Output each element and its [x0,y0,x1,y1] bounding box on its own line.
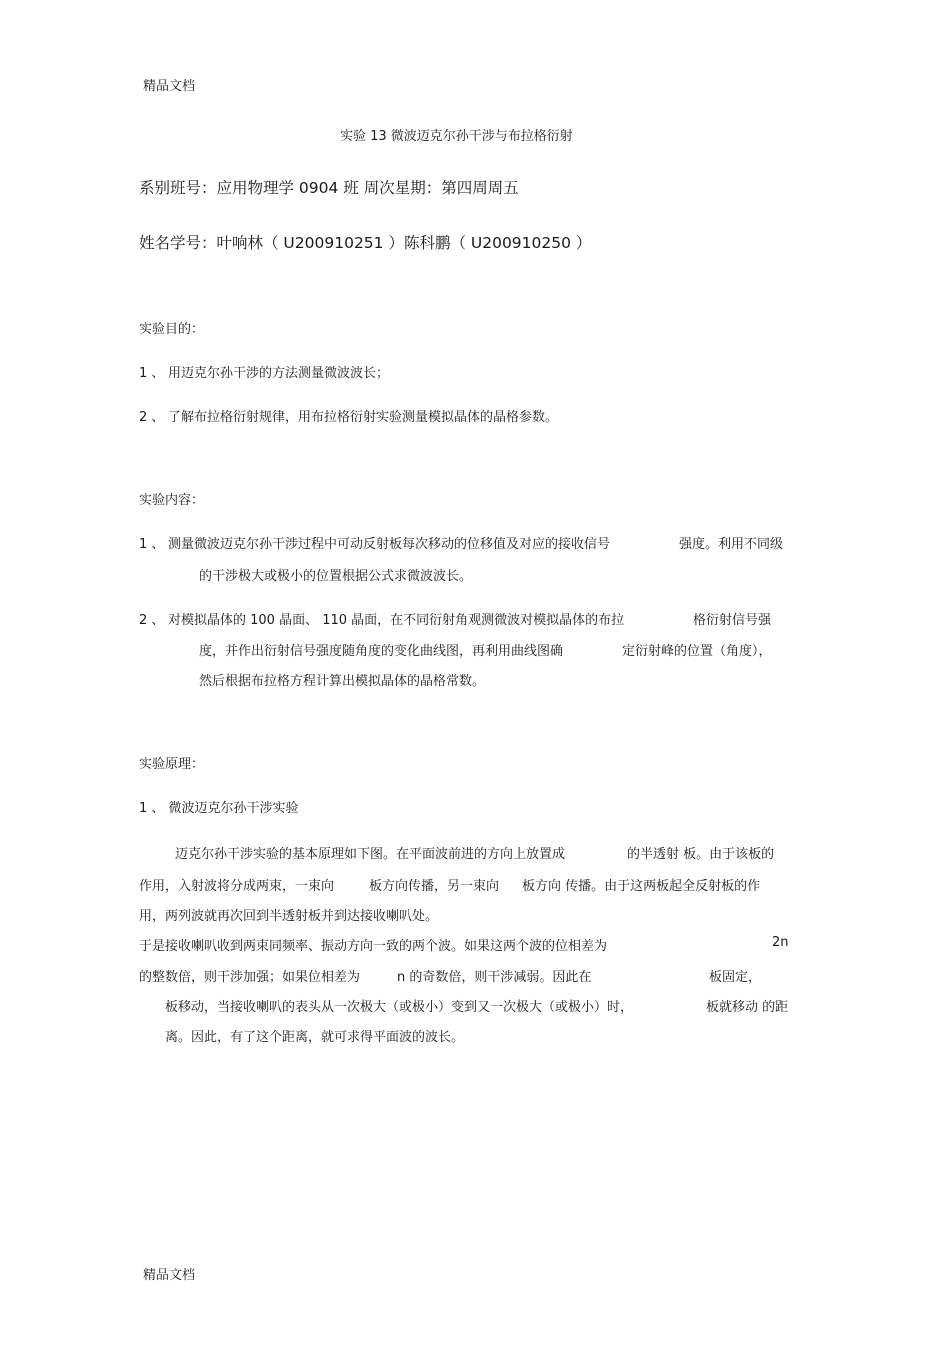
content-item-1-line-1b: 强度。利用不同级 [679,537,784,552]
document-title: 实验 13 微波迈克尔孙干涉与布拉格衍射 [340,129,573,144]
principle-para-line-7: 离。因此，有了这个距离，就可求得平面波的波长。 [165,1030,465,1045]
purpose-item-2-text: 了解布拉格衍射规律，用布拉格衍射实验测量模拟晶体的晶格参数。 [168,410,559,425]
principle-para-line-1a: 迈克尔孙干涉实验的基本原理如下图。在平面波前进的方向上放置成 [175,847,566,862]
content-item-2-num: 2 、 [139,613,165,628]
principle-subheading-1: 1 、 微波迈克尔孙干涉实验 [139,801,299,816]
content-item-2-line-3: 然后根据布拉格方程计算出模拟晶体的晶格常数。 [199,674,486,689]
principle-para-line-6a: 板移动，当接收喇叭的表头从一次极大（或极小）变到又一次极大（或极小）时， [165,1000,634,1015]
content-item-2-line-2b: 定衍射峰的位置（角度）， [622,644,772,659]
principle-para-line-5c: 板固定， [709,970,762,985]
header-watermark: 精品文档 [143,79,196,94]
principle-para-line-2a: 作用，入射波将分成两束，一束向 [139,879,335,894]
principle-para-line-4a: 于是接收喇叭收到两束同频率、振动方向一致的两个波。如果这两个波的位相差为 [139,939,608,954]
content-item-2-line-2a: 度，并作出衍射信号强度随角度的变化曲线图，再利用曲线图确 [199,644,564,659]
principle-para-line-4b: 2n [772,935,789,950]
content-item-1-line-1a: 测量微波迈克尔孙干涉过程中可动反射板每次移动的位移值及对应的接收信号 [168,537,611,552]
content-item-2-line-1a: 对模拟晶体的 100 晶面、 110 晶面，在不同衍射角观测微波对模拟晶体的布拉 [168,613,625,628]
purpose-item-2-num: 2 、 [139,410,165,425]
principle-heading: 实验原理： [139,757,205,772]
principle-para-line-1b: 的半透射 板。由于该板的 [627,847,775,862]
principle-para-line-5b: n 的奇数倍，则干涉减弱。因此在 [397,970,592,985]
footer-watermark: 精品文档 [143,1268,196,1283]
purpose-item-1-num: 1 、 [139,366,165,381]
name-id-line: 姓名学号：叶响林（ U200910251 ）陈科鹏（ U200910250 ） [139,234,592,252]
content-item-2-line-1b: 格衍射信号强 [693,613,772,628]
principle-para-line-2c: 板方向 传播。由于这两板起全反射板的作 [522,879,761,894]
purpose-heading: 实验目的： [139,322,205,337]
content-heading: 实验内容： [139,493,205,508]
principle-para-line-2b: 板方向传播，另一束向 [369,879,500,894]
principle-para-line-6b: 板就移动 的距 [706,1000,789,1015]
purpose-item-1-text: 用迈克尔孙干涉的方法测量微波波长； [168,366,390,381]
content-item-1-line-2: 的干涉极大或极小的位置根据公式求微波波长。 [199,569,473,584]
principle-para-line-3: 用，两列波就再次回到半透射板并到达接收喇叭处。 [139,909,439,924]
class-info-line: 系别班号：应用物理学 0904 班 周次星期：第四周周五 [139,179,519,197]
principle-para-line-5a: 的整数倍，则干涉加强；如果位相差为 [139,970,361,985]
content-item-1-num: 1 、 [139,537,165,552]
